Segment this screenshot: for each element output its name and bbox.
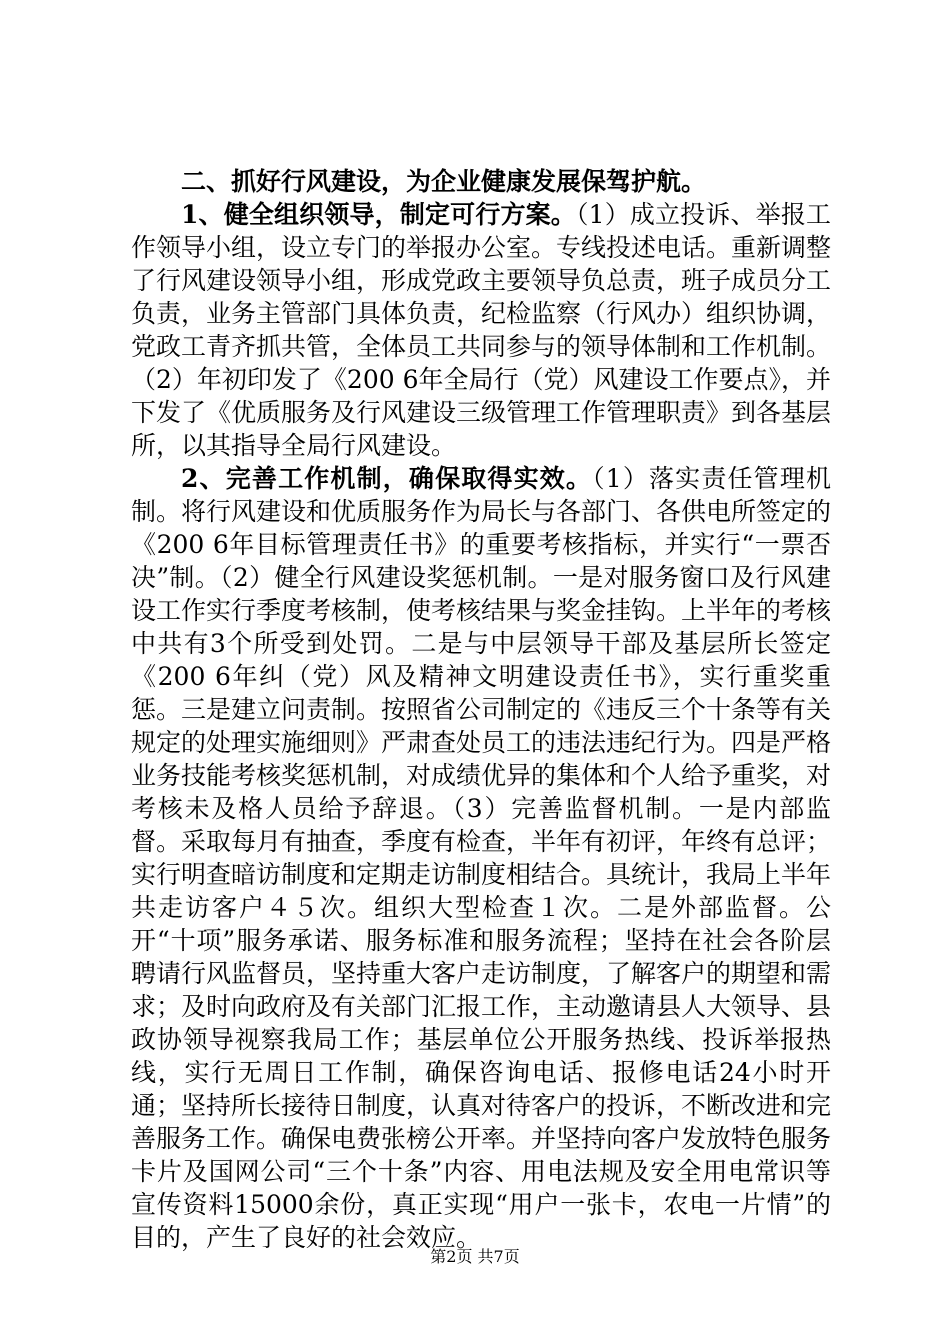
paragraph-1-lead: 1、健全组织领导，制定可行方案。: [181, 200, 576, 229]
paragraph-2-lead: 2、完善工作机制，确保取得实效。: [181, 464, 593, 493]
section-heading: 二、抓好行风建设，为企业健康发展保驾护航。: [181, 167, 707, 196]
paragraph-1: [131, 198, 831, 462]
document-body: [131, 165, 831, 1254]
paragraph-2: [131, 462, 831, 1254]
page-number-footer: 第2页 共7页: [430, 1247, 520, 1266]
paragraph-1-body: （1）成立投诉、举报工作领导小组，设立专门的举报办公室。专线投述电话。重新调整了行风建设领导小组，形成党政主要领导负总责，班子成员分工负责，业务主管部门具体负责，纪检监察（行风办）组织协调，党政工青齐抓共管，全体员工共同参与的领导体制和工作机制。（2）年初印发了《200 6年全局行（党）风建设工作要点》，并下发了《优质服务及行风建设三级管理工作管理职责》到各基层所，以其指导全局行风建设。: [131, 200, 832, 460]
paragraph-2-body: （1）落实责任管理机制。将行风建设和优质服务作为局长与各部门、各供电所签定的《200 6年目标管理责任书》的重要考核指标，并实行“一票否决”制。（2）健全行风建设奖惩机制。一是对服务窗口及行风建设工作实行季度考核制，使考核结果与奖金挂钩。上半年的考核中共有3个所受到处罚。二是与中层领导干部及基层所长签定《200 6年纠（党）风及精神文明建设责任书》，实行重奖重惩。三是建立问责制。按照省公司制定的《违反三个十条等有关规定的处理实施细则》严肃查处员工的违法违纪行为。四是严格业务技能考核奖惩机制，对成绩优异的集体和个人给予重奖，对考核未及格人员给予辞退。（3）完善监督机制。一是内部监督。采取每月有抽查，季度有检查，半年有初评，年终有总评；实行明查暗访制度和定期走访制度相结合。具统计，我局上半年共走访客户４５次。组织大型检查１次。二是外部监督。公开“十项”服务承诺、服务标准和服务流程；坚持在社会各阶层聘请行风监督员，坚持重大客户走访制度，了解客户的期望和需求；及时向政府及有关部门汇报工作，主动邀请县人大领导、县政协领导视察我局工作；基层单位公开服务热线、投诉举报热线，实行无周日工作制，确保咨询电话、报修电话24小时开通；坚持所长接待日制度，认真对待客户的投诉，不断改进和完善服务工作。确保电费张榜公开率。并坚持向客户发放特色服务卡片及国网公司“三个十条”内容、用电法规及安全用电常识等宣传资料15000余份，真正实现“用户一张卡，农电一片情”的目的，产生了良好的社会效应。: [131, 464, 832, 1252]
